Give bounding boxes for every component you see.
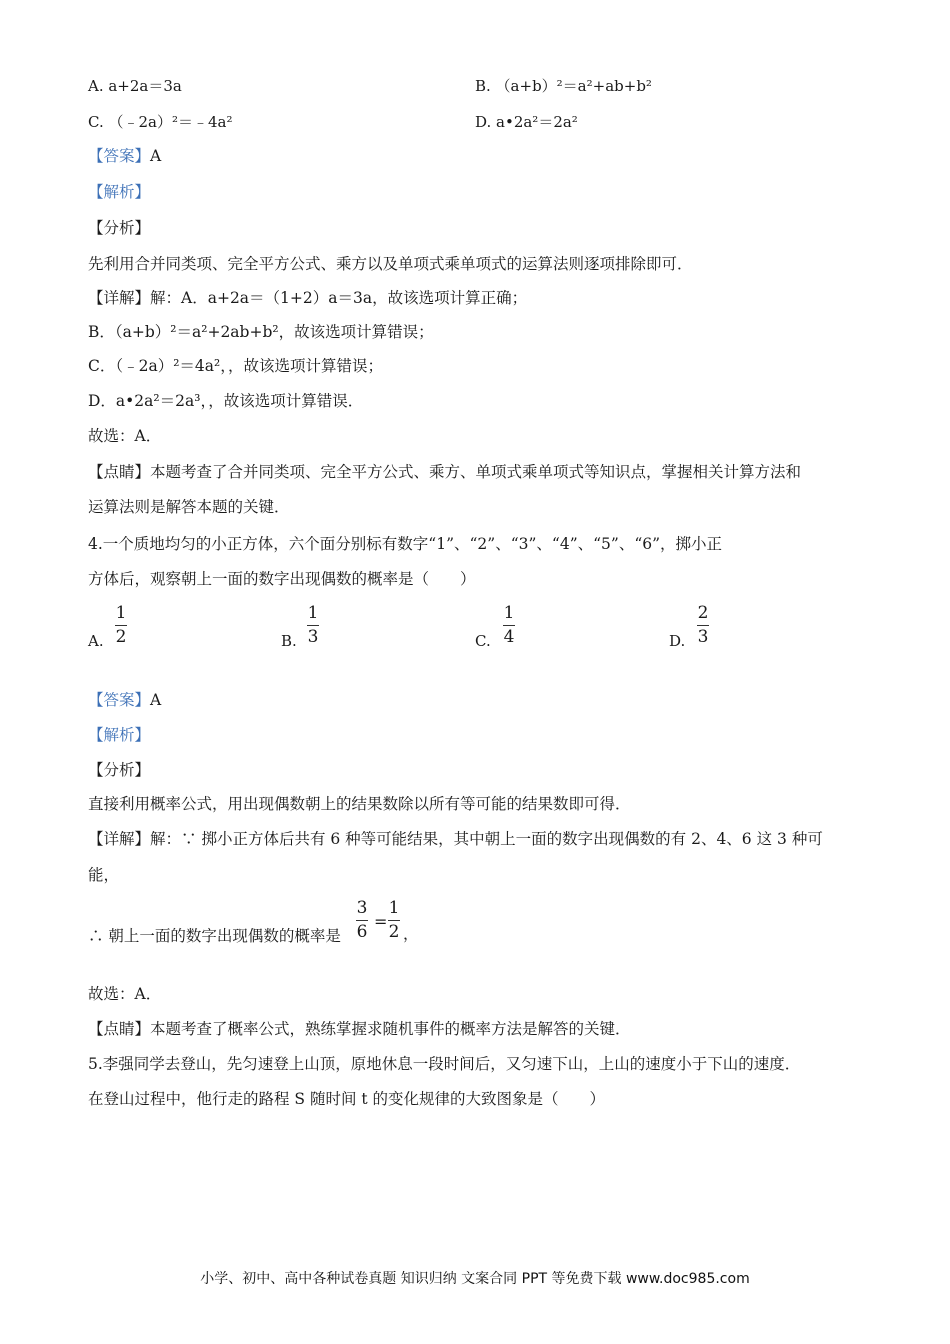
q4-dianjing <box>88 1017 631 1041</box>
q4-option-d-fraction <box>697 604 709 647</box>
q4-option-c-fraction <box>503 604 515 647</box>
q4-option-a-fraction <box>115 604 127 647</box>
q3-answer <box>88 144 161 168</box>
q3-dianjing-2: 运算法则是解答本题的关键． <box>88 498 290 516</box>
q4-answer <box>88 688 161 712</box>
q4-detail-1 <box>88 827 823 851</box>
numerator: 3 <box>356 898 368 918</box>
dianjing-tag: 【点睛】 <box>88 463 151 481</box>
page-footer[interactable]: 小学、初中、高中各种试卷真题 知识归纳 文案合同 PPT 等免费下载 www.doc985.com <box>200 1271 750 1287</box>
detail-text: 解：A．a+2a＝（1+2）a＝3a，故该选项计算正确； <box>150 289 528 307</box>
denominator: 2 <box>115 627 127 647</box>
q4-option-b-fraction <box>307 604 319 647</box>
denominator: 3 <box>697 627 709 647</box>
q4-option-a-label: A. <box>88 632 104 650</box>
q5-stem-1: 5.李强同学去登山，先匀速登上山顶，原地休息一段时间后，又匀速下山，上山的速度小于下山的速度． <box>88 1055 801 1073</box>
answer-tag: 【答案】 <box>88 147 151 165</box>
q4-detail-2: 能， <box>88 866 120 884</box>
q3-fenxi-tag: 【分析】 <box>88 219 151 237</box>
numerator: 2 <box>697 603 709 623</box>
dianjing-text: 本题考查了概率公式，熟练掌握求随机事件的概率方法是解答的关键． <box>150 1020 631 1038</box>
q4-stem-2: 方体后，观察朝上一面的数字出现偶数的概率是（ ） <box>88 570 476 588</box>
denominator: 2 <box>388 922 400 942</box>
q3-choose: 故选：A． <box>88 427 162 445</box>
q4-equals-sign: = <box>374 912 388 931</box>
q3-fenxi-text: 先利用合并同类项、完全平方公式、乘方以及单项式乘单项式的运算法则逐项排除即可． <box>88 255 693 273</box>
q4-choose: 故选：A． <box>88 985 162 1003</box>
q3-detail-c: C．（﹣2a）²＝4a²，，故该选项计算错误； <box>88 357 383 375</box>
q3-dianjing-1 <box>88 460 801 484</box>
q4-option-d-label: D. <box>669 632 686 650</box>
answer-value: A <box>150 147 162 165</box>
q3-detail-d: D．a•2a²＝2a³，，故该选项计算错误． <box>88 392 364 410</box>
q3-jiexi-tag: 【解析】 <box>88 183 151 201</box>
q4-fraction-3-6 <box>356 899 368 942</box>
q3-option-a: A. a+2a＝3a <box>88 77 182 95</box>
q5-stem-2: 在登山过程中，他行走的路程 S 随时间 t 的变化规律的大致图象是（ ） <box>88 1090 606 1108</box>
numerator: 1 <box>503 603 515 623</box>
q4-fenxi-tag: 【分析】 <box>88 761 151 779</box>
denominator: 3 <box>307 627 319 647</box>
q3-option-c: C. （﹣2a）²＝﹣4a² <box>88 113 233 131</box>
numerator: 1 <box>115 603 127 623</box>
q3-option-b: B. （a+b）²＝a²+ab+b² <box>475 77 652 95</box>
denominator: 6 <box>356 922 368 942</box>
q3-detail-a <box>88 286 527 310</box>
q3-detail-b: B．（a+b）²＝a²+2ab+b²，故该选项计算错误； <box>88 323 434 341</box>
numerator: 1 <box>388 898 400 918</box>
q4-fraction-1-2 <box>388 899 400 942</box>
answer-tag: 【答案】 <box>88 691 151 709</box>
q4-comma: ， <box>403 925 419 943</box>
detail-tag: 【详解】 <box>88 289 151 307</box>
dianjing-tag: 【点睛】 <box>88 1020 151 1038</box>
detail-tag: 【详解】 <box>88 830 151 848</box>
denominator: 4 <box>503 627 515 647</box>
q4-stem-1: 4.一个质地均匀的小正方体，六个面分别标有数字“1”、“2”、“3”、“4”、“5”、“6”，掷小正 <box>88 535 723 553</box>
detail-text: 解：∵ 掷小正方体后共有 6 种等可能结果，其中朝上一面的数字出现偶数的有 2、4、6 这 3 种可 <box>150 830 823 848</box>
q4-option-b-label: B. <box>281 632 297 650</box>
answer-value: A <box>150 691 162 709</box>
q4-option-c-label: C. <box>475 632 491 650</box>
q4-fenxi-text: 直接利用概率公式，用出现偶数朝上的结果数除以所有等可能的结果数即可得． <box>88 795 631 813</box>
dianjing-text: 本题考查了合并同类项、完全平方公式、乘方、单项式乘单项式等知识点，掌握相关计算方法和 <box>150 463 802 481</box>
numerator: 1 <box>307 603 319 623</box>
q4-jiexi-tag: 【解析】 <box>88 726 151 744</box>
q4-detail-3: ∴ 朝上一面的数字出现偶数的概率是 <box>88 927 341 945</box>
q3-option-d: D. a•2a²＝2a² <box>475 113 578 131</box>
